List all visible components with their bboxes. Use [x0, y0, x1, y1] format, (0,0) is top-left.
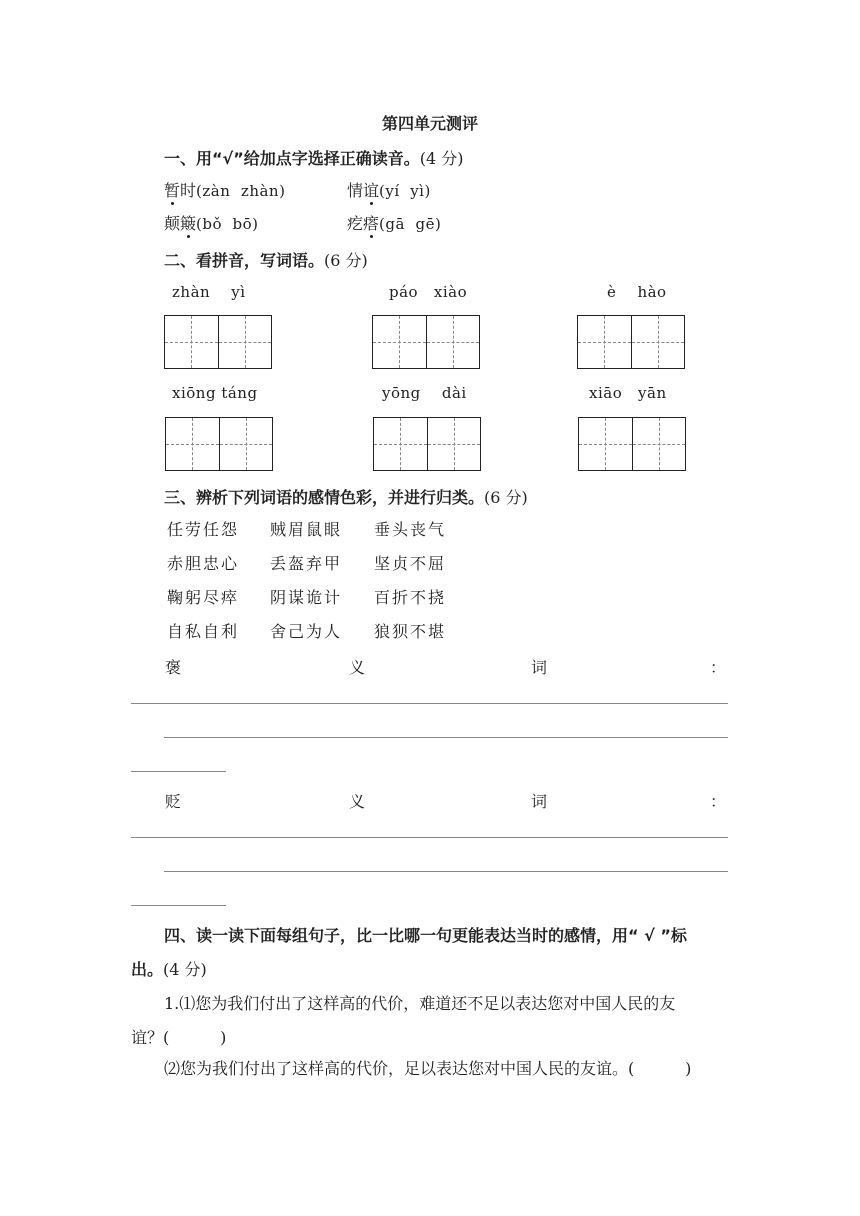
- q3-word: 自私自利: [167, 622, 240, 641]
- q2-points: (6 分): [324, 251, 368, 270]
- q3-word: 舍己为人: [270, 622, 343, 641]
- q4-heading-line1: 四、读一读下面每组句子，比一比哪一句更能表达当时的感情，用“ √ ”标: [164, 926, 687, 945]
- q3-heading: [164, 485, 528, 508]
- derog-answer-line[interactable]: [131, 905, 226, 906]
- derog-label-char: 贬: [165, 792, 182, 811]
- q2-answer-grid-4[interactable]: [165, 417, 273, 471]
- q1-item-1-post: 时: [180, 181, 197, 200]
- q2-answer-grid-1[interactable]: [164, 315, 272, 369]
- praise-answer-line[interactable]: [131, 771, 226, 772]
- praise-answer-line[interactable]: [164, 737, 728, 738]
- q3-word: 垂头丧气: [374, 520, 447, 539]
- q1-item-2-pre: 情: [347, 181, 364, 200]
- q3-word: 鞠躬尽瘁: [167, 588, 240, 607]
- q2-answer-grid-5[interactable]: [373, 417, 481, 471]
- q1-heading-text: 一、用“√”给加点字选择正确读音。: [164, 149, 420, 168]
- q3-word: 狼狈不堪: [374, 622, 447, 641]
- q3-word: 任劳任怨: [167, 520, 240, 539]
- q1-item-4: [347, 211, 441, 234]
- q1-points: (4 分): [419, 149, 464, 168]
- q4-sentence-2: ⑵您为我们付出了这样高的代价，足以表达您对中国人民的友谊。( ): [164, 1059, 692, 1078]
- q1-item-3-dotted-char: 簸: [180, 214, 197, 233]
- q2-pinyin-1: zhàn yì: [172, 283, 246, 301]
- q4-heading-line2-text: 出。: [131, 960, 164, 979]
- derog-answer-line[interactable]: [131, 837, 728, 838]
- q1-item-1-dotted-char: 暂: [164, 181, 181, 200]
- q1-item-2-pinyin: (yí yì): [379, 182, 431, 200]
- q1-item-4-dotted-char: 瘩: [363, 214, 380, 233]
- q4-sentence-1-line1: 1.⑴您为我们付出了这样高的代价，难道还不足以表达您对中国人民的友: [164, 994, 676, 1013]
- praise-label-char: ：: [710, 658, 727, 677]
- q4-heading-line2: [131, 957, 207, 980]
- q3-word: 坚贞不屈: [374, 554, 447, 573]
- derog-answer-line[interactable]: [164, 871, 728, 872]
- q4-points: (4 分): [163, 960, 207, 979]
- praise-label-char: 词: [531, 658, 548, 677]
- q2-pinyin-2: páo xiào: [389, 283, 468, 301]
- praise-answer-line[interactable]: [131, 703, 728, 704]
- q3-points: (6 分): [484, 488, 528, 507]
- q3-word: 阴谋诡计: [270, 588, 343, 607]
- q1-item-1-pinyin: (zàn zhàn): [196, 182, 286, 200]
- q1-item-3-pre: 颠: [164, 214, 181, 233]
- q2-pinyin-5: yōng dài: [382, 384, 467, 402]
- q2-pinyin-4: xiōng táng: [172, 384, 258, 402]
- q2-answer-grid-3[interactable]: [577, 315, 685, 369]
- q1-heading: [164, 146, 463, 169]
- q1-item-3: [164, 211, 259, 234]
- derog-label-char: 义: [349, 792, 366, 811]
- q1-item-1: [164, 178, 285, 201]
- q3-word: 丢盔弃甲: [270, 554, 343, 573]
- q3-word: 赤胆忠心: [167, 554, 240, 573]
- q2-answer-grid-6[interactable]: [578, 417, 686, 471]
- q1-item-4-pre: 疙: [347, 214, 364, 233]
- derog-label-char: 词: [531, 792, 548, 811]
- praise-label-char: 义: [349, 658, 366, 677]
- q4-sentence-1-line2: 谊？( ): [131, 1028, 227, 1047]
- page-title: 第四单元测评: [381, 114, 478, 133]
- q1-item-3-pinyin: (bǒ bō): [196, 215, 259, 233]
- q2-heading-text: 二、看拼音，写词语。: [164, 251, 325, 270]
- q1-item-4-pinyin: (gā gē): [379, 215, 442, 233]
- q3-word: 百折不挠: [374, 588, 447, 607]
- q2-answer-grid-2[interactable]: [372, 315, 480, 369]
- q1-item-2: [347, 178, 431, 201]
- derog-label-char: ：: [710, 792, 727, 811]
- q2-pinyin-3: è hào: [607, 283, 667, 301]
- praise-label-char: 褒: [165, 658, 182, 677]
- q1-item-2-dotted-char: 谊: [363, 181, 380, 200]
- q2-pinyin-6: xiāo yān: [589, 384, 667, 402]
- q3-heading-text: 三、辨析下列词语的感情色彩，并进行归类。: [164, 488, 485, 507]
- q3-word: 贼眉鼠眼: [270, 520, 343, 539]
- q2-heading: [164, 248, 368, 271]
